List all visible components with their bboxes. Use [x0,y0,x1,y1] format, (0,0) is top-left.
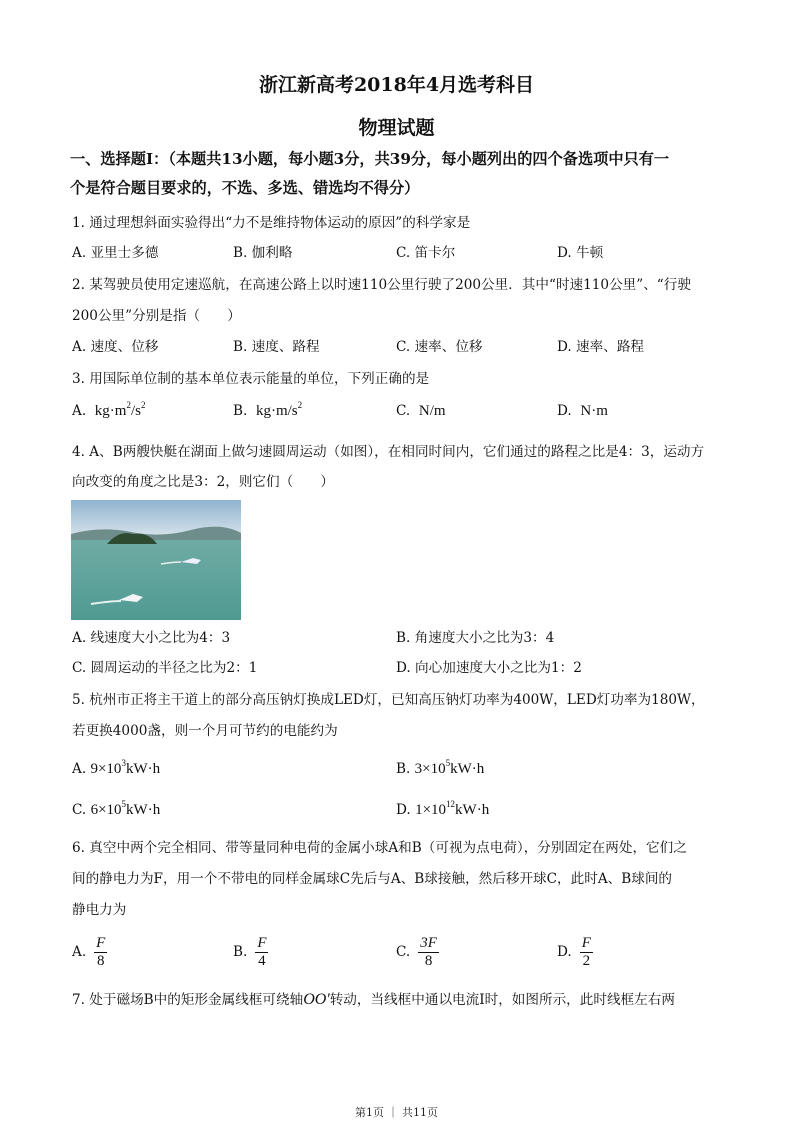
exponent: 5 [121,799,127,809]
fraction [255,935,268,970]
question-5-stem-line1: 5. 杭州市正将主干道上的部分高压钠灯换成LED灯，已知高压钠灯功率为400W，LED灯功率为180W， [72,692,705,708]
q5-option-c [72,801,160,819]
option-label: A. [72,944,87,960]
q6-option-a [72,935,107,970]
option-label: C. [72,802,87,818]
q1-option-c: C. 笛卡尔 [396,245,456,261]
question-4-stem-line2: 向改变的角度之比是3：2，则它们（ ） [72,474,334,490]
denominator: 4 [258,953,266,969]
unit: /s [130,403,141,419]
option-label: C. [396,403,411,419]
question-3-stem: 3. 用国际单位制的基本单位表示能量的单位，下列正确的是 [72,371,430,387]
q3-option-b [233,402,302,420]
value: 3×10 [414,761,446,777]
question-5-stem-line2: 若更换4000盏，则一个月可节约的电能约为 [72,723,338,739]
stem-text: 7. 处于磁场B中的矩形金属线框可绕轴 [72,992,304,1008]
value: 1×10 [415,802,447,818]
q5-option-b [396,760,484,778]
q1-option-d: D. 牛顿 [557,245,604,261]
section-heading-line2: 个是符合题目要求的，不选、多选、错选均不得分） [70,179,420,197]
q6-option-c [396,935,439,970]
option-label: D. [396,802,411,818]
unit: kg·m/s [255,403,298,419]
numerator: F [257,935,267,951]
exponent: 2 [126,400,131,410]
q3-option-d [557,402,608,420]
page-subtitle: 物理试题 [358,117,435,139]
q3-option-a [72,402,145,420]
q4-option-c: C. 圆周运动的半径之比为2：1 [72,660,258,676]
q5-option-d [396,801,489,819]
page-title: 浙江新高考2018年4月选考科目 [258,74,535,96]
stem-text: 转动，当线框中通以电流I时，如图所示，此时线框左右两 [329,992,675,1008]
denominator: 2 [582,953,591,969]
exponent: 5 [445,758,451,768]
unit: kW·h [126,802,161,818]
exponent: 12 [446,799,456,809]
unit: kg·m [94,403,127,419]
question-6-stem-line3: 静电力为 [72,902,127,918]
question-7-stem [72,991,675,1009]
axis-symbol: OO' [303,991,330,1008]
exponent: 3 [121,758,126,768]
q1-option-a: A. 亚里士多德 [72,245,159,261]
numerator: F [96,935,106,951]
value: 9×10 [90,761,122,777]
value: 6×10 [90,802,122,818]
option-label: C. [396,944,411,960]
page-footer: 第1页 ｜ 共11页 [355,1106,438,1119]
section-heading-line1: 一、选择题Ⅰ：（本题共13小题，每小题3分，共39分，每小题列出的四个备选项中只有一 [70,150,670,168]
option-label: D. [557,944,572,960]
unit: kW·h [450,761,485,777]
q2-option-a: A. 速度、位移 [72,339,159,355]
q6-option-d [557,935,593,970]
numerator: F [581,935,591,951]
q5-option-a [72,760,160,778]
fraction [580,935,593,970]
option-label: D. [557,403,572,419]
question-4-stem-line1: 4. A、B两艘快艇在湖面上做匀速圆周运动（如图），在相同时间内，它们通过的路程之比是4：3，运动方 [72,444,705,460]
q2-option-c: C. 速率、位移 [396,339,483,355]
q3-option-c [396,402,446,420]
denominator: 8 [96,953,105,969]
q4-option-d: D. 向心加速度大小之比为1：2 [396,660,582,676]
question-2-stem-line1: 2. 某驾驶员使用定速巡航，在高速公路上以时速110公里行驶了200公里．其中“时速110公里”、“行驶 [72,277,691,293]
question-6-stem-line2: 间的静电力为F，用一个不带电的同样金属球C先后与A、B球接触，然后移开球C，此时A、B球间的 [72,871,673,887]
unit: kW·h [125,761,161,777]
question-1-stem: 1. 通过理想斜面实验得出“力不是维持物体运动的原因”的科学家是 [72,215,471,231]
q2-option-b: B. 速度、路程 [233,339,320,355]
numerator: 3F [420,935,437,951]
q1-option-b: B. 伽利略 [233,245,293,261]
option-label: B. [396,761,411,777]
lake-speedboats-photo [71,500,241,620]
exponent: 2 [140,400,146,410]
fraction [94,935,107,970]
q4-option-b: B. 角速度大小之比为3：4 [396,630,555,646]
fraction [418,935,439,970]
q6-option-b [233,935,268,970]
unit: N·m [580,403,608,419]
option-label: B. [233,403,248,419]
option-label: A. [72,761,87,777]
question-6-stem-line1: 6. 真空中两个完全相同、带等量同种电荷的金属小球A和B（可视为点电荷），分别固定在两处，它们之 [72,840,687,856]
denominator: 8 [424,953,433,969]
q2-option-d: D. 速率、路程 [557,339,645,355]
option-label: B. [233,944,248,960]
question-2-stem-line2: 200公里”分别是指（ ） [72,308,241,324]
exponent: 2 [297,400,303,410]
unit: kW·h [455,802,490,818]
option-label: A. [72,403,87,419]
unit: N/m [418,403,446,419]
q4-option-a: A. 线速度大小之比为4：3 [72,630,231,646]
